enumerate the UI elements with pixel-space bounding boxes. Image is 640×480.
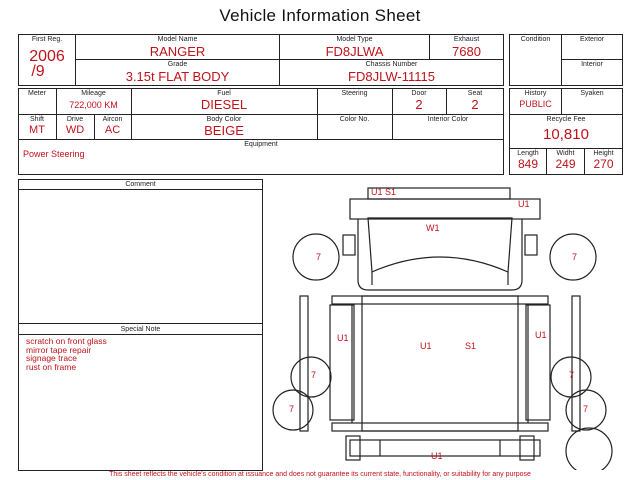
page-title: Vehicle Information Sheet [219, 6, 421, 25]
door-label: Door [411, 90, 427, 97]
comment-box [18, 179, 263, 324]
exhaust-value: 7680 [452, 44, 481, 59]
side-panel-right [526, 305, 550, 420]
grade-label: Grade [167, 61, 188, 68]
mark-side-right: U1 [535, 330, 547, 340]
mark-tire-rear-right-1: 7 [569, 370, 575, 380]
length-label: Length [517, 150, 539, 157]
body-color-label: Body Color [206, 116, 242, 123]
recycle-fee-label: Recycle Fee [546, 116, 586, 123]
truck-diagram [270, 180, 640, 470]
mark-bed-center-2: S1 [465, 341, 477, 351]
grade-value: 3.15t FLAT BODY [125, 69, 230, 84]
exhaust-label: Exhaust [453, 36, 480, 43]
mark-tire-rear-left-2: 7 [289, 404, 295, 414]
spare-tire [566, 428, 612, 470]
cab-outline [358, 219, 522, 290]
width-label: Widht [556, 150, 575, 157]
syaken-label: Syaken [580, 90, 604, 97]
first-reg-label: First Reg. [31, 36, 63, 43]
height-value: 270 [593, 157, 614, 171]
mileage-value: 722,000 KM [69, 100, 118, 110]
shift-value: MT [29, 124, 45, 136]
aircon-value: AC [104, 124, 121, 136]
side-panel-left [330, 305, 354, 420]
first-reg-year: 2006 [29, 48, 65, 65]
special-note-list [26, 337, 107, 371]
equipment-value: Power Steering [23, 149, 85, 159]
special-note-label: Special Note [120, 326, 161, 333]
steering-label: Steering [341, 90, 368, 97]
interior-color-label: Interior Color [427, 116, 469, 123]
first-reg-month: /9 [31, 63, 45, 80]
fuel-label: Fuel [217, 90, 231, 97]
comment-label: Comment [125, 181, 156, 188]
height-label: Height [593, 150, 614, 157]
meter-label: Meter [28, 90, 46, 97]
special-note-header-line [18, 334, 263, 335]
mark-side-left: U1 [337, 333, 349, 343]
mirror-right [525, 235, 537, 255]
side-gate-left [300, 296, 308, 431]
seat-label: Seat [467, 90, 483, 97]
special-note-item: mirror tape repair [26, 344, 92, 355]
cab-floor [372, 272, 508, 285]
model-name-value: RANGER [149, 44, 206, 59]
mark-tire-front-left: 7 [316, 252, 322, 262]
width-value: 249 [555, 157, 576, 171]
windshield-outline [368, 218, 512, 272]
mark-tire-front-right: 7 [572, 252, 578, 262]
drive-value: WD [65, 124, 85, 136]
model-type-value: FD8JLWA [325, 44, 384, 59]
disclaimer: This sheet reflects the vehicle's condition at issuance and does not guarantee its current state, functionality, or suitability for any purpose [109, 471, 531, 478]
recycle-fee-value: 10,810 [543, 126, 589, 143]
bed-rail-bottom [332, 423, 548, 431]
history-value: PUBLIC [519, 99, 552, 109]
history-label: History [524, 90, 547, 97]
mark-windshield: W1 [426, 223, 440, 233]
shift-label: Shift [29, 116, 44, 123]
length-value: 849 [517, 157, 539, 171]
body-color-value: BEIGE [204, 123, 244, 138]
drive-label: Drive [66, 116, 84, 123]
mark-tire-rear-left-1: 7 [311, 370, 317, 380]
interior-label: Interior [581, 61, 603, 68]
chassis-label: Chassis Number [365, 61, 418, 68]
rear-bumper [350, 440, 540, 456]
front-bumper [350, 199, 540, 219]
door-value: 2 [415, 97, 423, 112]
fuel-value: DIESEL [200, 97, 248, 112]
mark-tire-rear-right-2: 7 [583, 404, 589, 414]
model-name-label: Model Name [157, 36, 198, 43]
bed-rail-top [332, 296, 548, 304]
chassis-value: FD8JLW-11115 [348, 69, 435, 84]
mark-rear: U1 [431, 451, 443, 461]
mark-bed-center-1: U1 [420, 341, 432, 351]
mark-front-top: U1 S1 [371, 187, 397, 197]
color-no-label: Color No. [339, 116, 370, 123]
exterior-label: Exterior [579, 36, 605, 43]
condition-label: Condition [520, 36, 551, 43]
mileage-label: Mileage [81, 90, 106, 97]
mark-front-right: U1 [518, 199, 530, 209]
seat-value: 2 [471, 97, 479, 112]
special-note-item: scratch on front glass [26, 336, 107, 346]
model-type-label: Model Type [336, 36, 373, 43]
side-gate-right [572, 296, 580, 431]
aircon-label: Aircon [102, 116, 123, 123]
comment-header-line [18, 189, 263, 190]
special-note-item: signage trace [26, 353, 78, 363]
special-note-item: rust on frame [26, 361, 77, 372]
equipment-label: Equipment [244, 141, 278, 148]
cargo-bed [362, 296, 518, 431]
mirror-left [343, 235, 355, 255]
